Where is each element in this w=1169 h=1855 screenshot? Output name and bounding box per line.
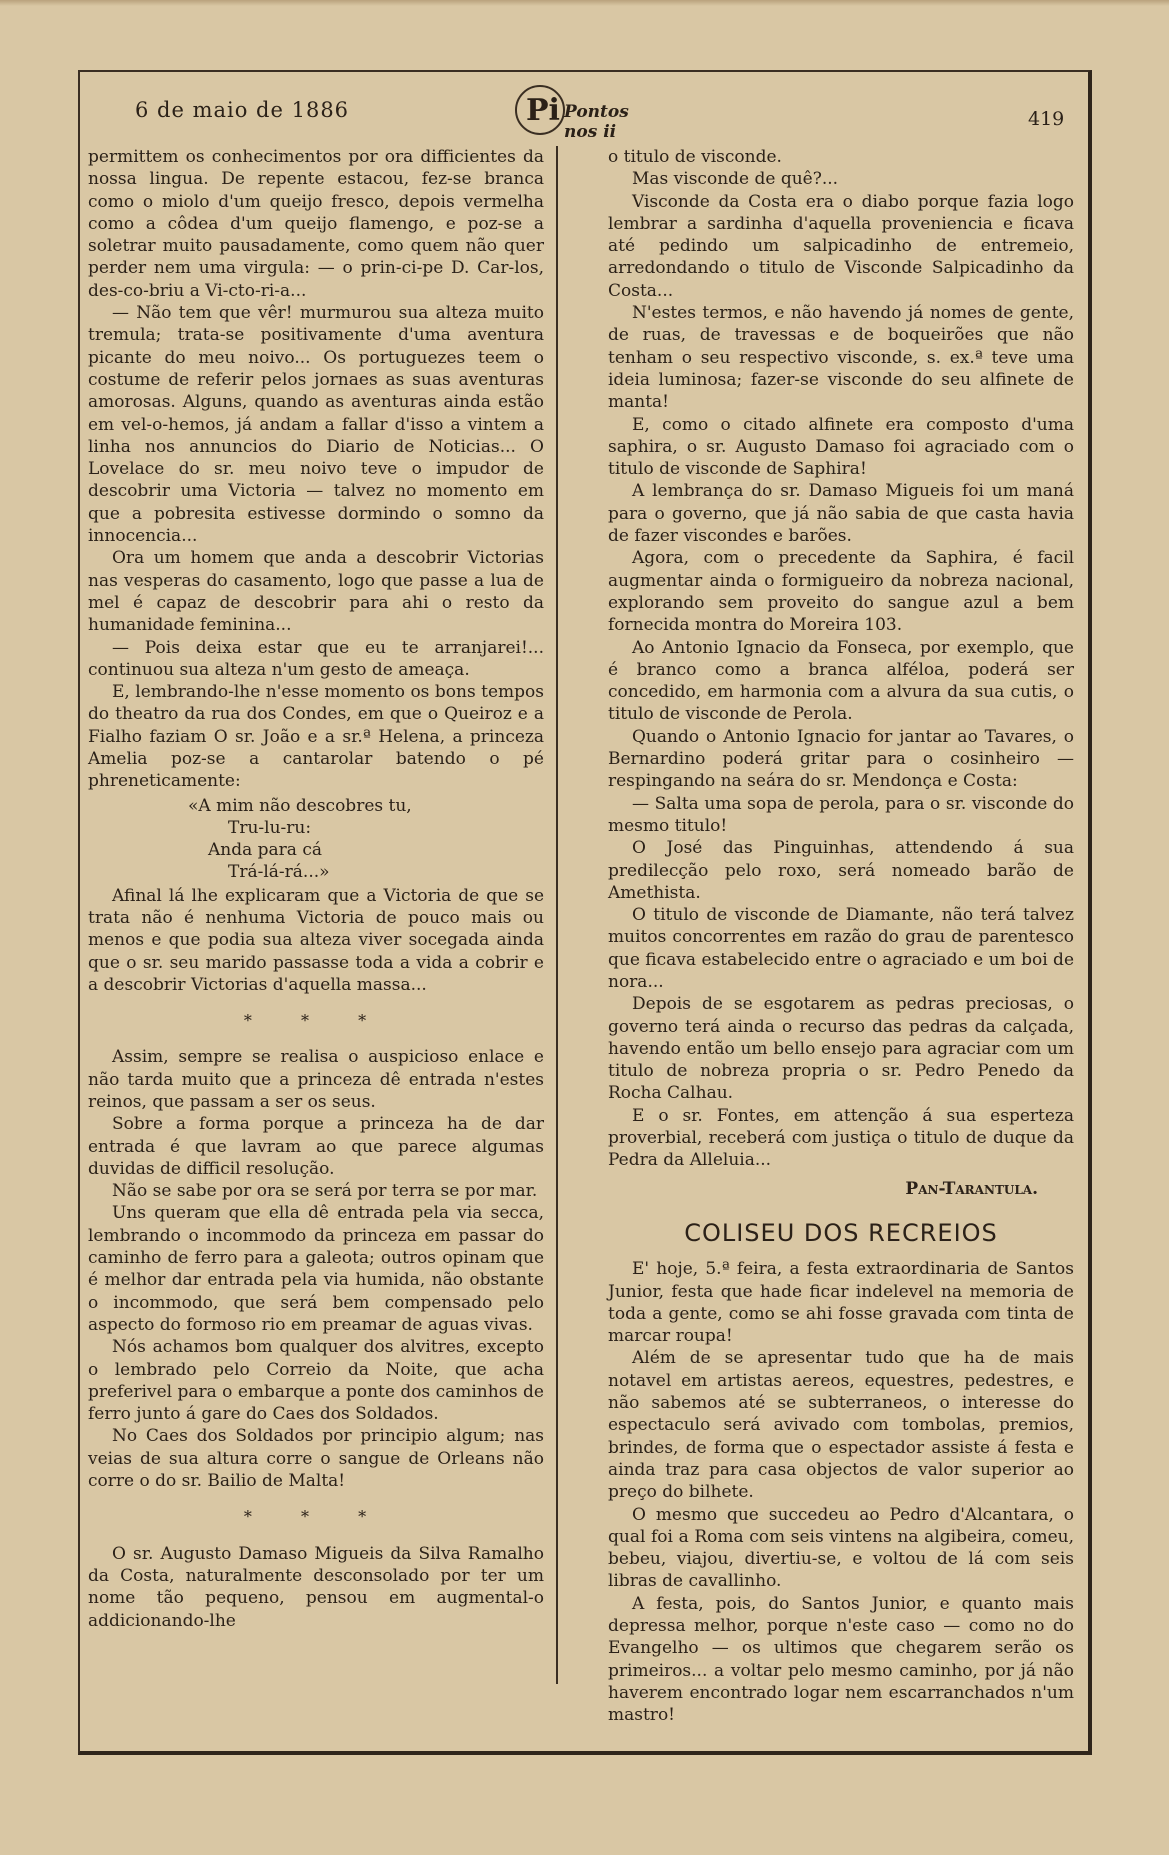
section-separator: * * * — [243, 1507, 389, 1527]
verse-line: «A mim não descobres tu, — [188, 795, 412, 816]
paragraph: E, como o citado alfinete era composto d'uma saphira, o sr. Augusto Damaso foi agraciado com o titulo de visconde de Saphira! — [608, 414, 1074, 480]
paragraph: A lembrança do sr. Damaso Migueis foi um maná para o governo, que já não sabia de que casta havia de fazer viscondes e barões. — [608, 481, 1074, 547]
paragraph: Assim, sempre se realisa o auspicioso enlace e não tarda muito que a princeza dê entrada n'estes reinos, que passam a ser os seus. — [88, 1047, 544, 1112]
section-heading: COLISEU DOS RECREIOS — [684, 1218, 998, 1247]
paragraph: — Salta uma sopa de perola, para o sr. visconde do mesmo titulo! — [608, 793, 1074, 836]
paragraph: Depois de se esgotarem as pedras preciosas, o governo terá ainda o recurso das pedras da calçada, havendo então um bello ensejo para agraciar com um titulo de nobreza propria o sr. Pedro Penedo da Rocha Calhau. — [608, 994, 1074, 1104]
verse-line: Anda para cá — [208, 839, 322, 860]
paragraph: Quando o Antonio Ignacio for jantar ao Tavares, o Bernardino poderá gritar para o cosinheiro — respingando na seára do sr. Mendonça e Costa: — [608, 726, 1074, 792]
paragraph: A festa, pois, do Santos Junior, e quanto mais depressa melhor, porque n'este caso — como no do Evangelho — os ultimos que chegarem serão os primeiros... a voltar pelo mesmo caminho, por já não haverem encontrado logar nem escarranchados n'um mastro! — [608, 1593, 1074, 1726]
paragraph: Ao Antonio Ignacio da Fonseca, por exemplo, que é branco como a branca alféloa, poderá ser concedido, em harmonia com a alvura da sua cutis, o titulo de visconde de Perola. — [608, 637, 1074, 725]
masthead-logo — [512, 82, 662, 142]
paragraph: O mesmo que succedeu ao Pedro d'Alcantara, o qual foi a Roma com seis vintens na algibeira, comeu, bebeu, viajou, divertiu-se, e voltou de lá com seis libras de cavallinho. — [608, 1504, 1074, 1592]
paragraph: N'estes termos, e não havendo já nomes de gente, de ruas, de travessas e de boqueirões que não tenham o seu respectivo visconde, s. ex.ª teve uma ideia luminosa; fazer-se visconde do seu alfinete de manta! — [608, 303, 1074, 413]
paragraph: Ora um homem que anda a descobrir Victorias nas vesperas do casamento, logo que passe a lua de mel é capaz de descobrir para ahi o resto da humanidade feminina... — [88, 548, 544, 636]
song-verse — [88, 795, 544, 883]
paragraph: Não se sabe por ora se será por terra se por mar. — [112, 1181, 538, 1202]
paragraph: E, lembrando-lhe n'esse momento os bons tempos do theatro da rua dos Condes, em que o Queiroz e a Fialho faziam O sr. João e a sr.ª Helena, a princeza Amelia poz-se a cantarolar batendo o pé phreneticamente: — [88, 682, 544, 792]
paragraph: Afinal lá lhe explicaram que a Victoria de que se trata não é nenhuma Victoria de pouco mais ou menos e que podia sua alteza viver socegada ainda que o sr. seu marido passasse toda a vida a cobrir e a descobrir Victorias d'aquella massa... — [88, 885, 544, 995]
paragraph: No Caes dos Soldados por principio algum; nas veias de sua altura corre o sangue de Orleans não corre o do sr. Bailio de Malta! — [88, 1426, 544, 1492]
author-signature: Pan-Tarantula. — [905, 1178, 1038, 1199]
section-separator: * * * — [243, 1011, 389, 1031]
paragraph: Visconde da Costa era o diabo porque fazia logo lembrar a sardinha d'aquella proveniencia e ficava até pedindo um salpicadinho de entremeio, arredondando o titulo de Visconde Salpicadinho da Costa... — [608, 191, 1074, 301]
verse-line: Trá-lá-rá...» — [228, 861, 330, 882]
svg-text:Pi: Pi — [526, 93, 560, 128]
paragraph: Agora, com o precedente da Saphira, é facil augmentar ainda o formigueiro da nobreza nacional, explorando sem proveito do sangue azul a bem fornecida montra do Moreira 103. — [608, 548, 1074, 636]
paragraph: o titulo de visconde. — [608, 147, 782, 167]
logo-text: Pontos nos ii — [564, 102, 629, 142]
verse-line: Tru-lu-ru: — [228, 817, 312, 838]
paragraph: Mas visconde de quê?... — [632, 169, 839, 190]
paragraph: O titulo de visconde de Diamante, não terá talvez muitos concorrentes em razão do grau de parentesco que ficava estabelecido entre o agraciado e um boi de nora... — [608, 905, 1074, 992]
paragraph: — Não tem que vêr! murmurou sua alteza muito tremula; trata-se positivamente d'uma aventura picante do meu noivo... Os portuguezes teem o costume de referir pelos jornaes as suas aventuras amorosas. Alguns, quando as aventuras ainda estão em vel-o-hemos, já andam a fallar d'isso a vintem a linha nos annuncios do Diario de Noticias... O Lovelace do sr. meu noivo teve o impudor de descobrir uma Victoria — talvez no momento em que a pobresita estivesse dormindo o somno da innocencia... — [88, 303, 544, 547]
paragraph: O José das Pinguinhas, attendendo á sua predilecção pelo roxo, será nomeado barão de Amethista. — [608, 838, 1074, 903]
page-edge — [0, 0, 1169, 6]
paragraph: O sr. Augusto Damaso Migueis da Silva Ramalho da Costa, naturalmente desconsolado por ter um nome tão pequeno, pensou em augmental-o addicionando-lhe — [88, 1543, 544, 1631]
right-column — [608, 146, 1074, 1726]
paragraph: Nós achamos bom qualquer dos alvitres, excepto o lembrado pelo Correio da Noite, que acha preferivel para o embarque a ponte dos caminhos de ferro junto á gare do Caes dos Soldados. — [88, 1337, 544, 1425]
paragraph: Uns queram que ella dê entrada pela via secca, lembrando o incommodo da princeza em passar do caminho de ferro para a galeota; outros opinam que é melhor dar entrada pela via humida, não obstante o incommodo, que será bem compensado pelo aspecto do formoso rio em preamar de aguas vivas. — [88, 1203, 544, 1335]
paragraph: E' hoje, 5.ª feira, a festa extraordinaria de Santos Junior, festa que hade ficar indelevel na memoria de toda a gente, como se ahi fosse gravada com tinta de marcar roupa! — [608, 1259, 1074, 1347]
paragraph: permittem os conhecimentos por ora difficientes da nossa lingua. De repente estacou, fez-se branca como o miolo d'um queijo fresco, depois vermelha como a côdea d'um queijo flamengo, e poz-se a soletrar muito pausadamente, como quem não quer perder nem uma virgula: — o prin-ci-pe D. Car-los, des-co-briu a Vi-cto-ri-a... — [88, 147, 544, 301]
paragraph: — Pois deixa estar que eu te arranjarei!... continuou sua alteza n'um gesto de ameaça. — [88, 637, 544, 680]
page-number: 419 — [1028, 108, 1065, 130]
left-column — [88, 146, 558, 1684]
issue-date: 6 de maio de 1886 — [135, 98, 350, 122]
paragraph: Além de se apresentar tudo que ha de mais notavel em artistas aereos, equestres, pedestres, e não sabemos até se subterraneos, o interesse do espectaculo será avivado com tombolas, premios, brindes, de forma que o espectador assiste á festa e ainda traz para casa objectos de valor superior ao preço do bilhete. — [608, 1348, 1074, 1503]
paragraph: E o sr. Fontes, em attenção á sua esperteza proverbial, receberá com justiça o titulo de duque da Pedra da Alleluia... — [608, 1105, 1074, 1171]
paragraph: Sobre a forma porque a princeza ha de dar entrada é que lavram ao que parece algumas duvidas de difficil resolução. — [88, 1114, 544, 1179]
